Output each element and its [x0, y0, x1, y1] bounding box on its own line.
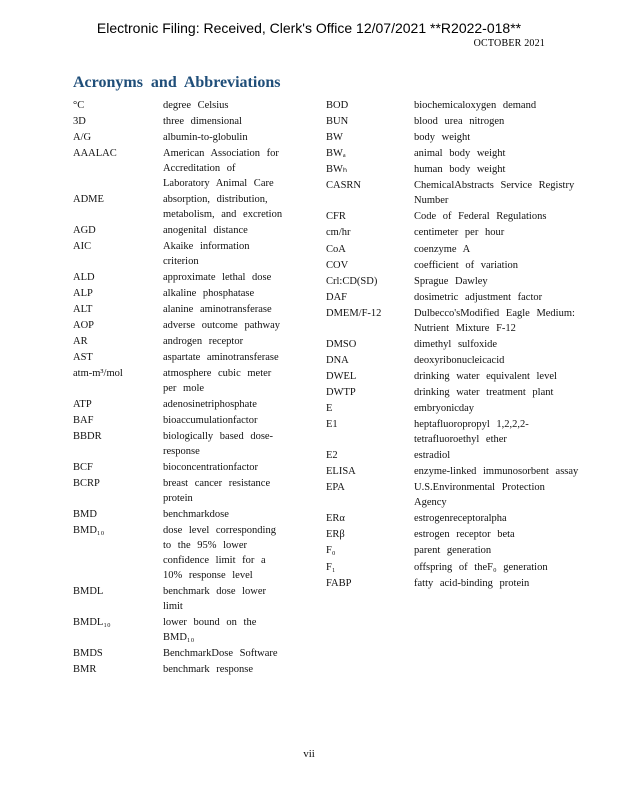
acronym-term: cm/hr — [326, 227, 351, 239]
acronym-definition: bioconcentrationfactor — [163, 462, 259, 474]
acronym-definition: centimeter per hour — [414, 227, 505, 239]
acronym-entry — [73, 224, 285, 239]
acronym-term: ELISA — [326, 466, 356, 478]
acronym-entry — [73, 508, 285, 523]
acronym-entry — [73, 585, 285, 615]
acronym-entry — [73, 335, 285, 350]
acronym-definition: benchmarkdose — [163, 509, 229, 521]
acronym-term: BMDL₁₀ — [73, 616, 111, 628]
acronym-term: DNA — [326, 354, 349, 366]
acronym-entry — [326, 307, 581, 337]
acronym-term: AOP — [73, 320, 95, 332]
acronym-definition: American Association for Accreditation of Laboratory Animal Care — [163, 148, 279, 189]
acronym-term: BCRP — [73, 478, 100, 490]
acronym-definition: anogenital distance — [163, 224, 248, 236]
acronym-entry — [73, 115, 285, 130]
acronym-term: F₁ — [326, 561, 336, 573]
acronym-definition: embryonicday — [414, 403, 475, 415]
acronym-entry — [326, 338, 581, 353]
acronym-term: DWEL — [326, 371, 357, 382]
acronym-definition: adenosinetriphosphate — [163, 399, 257, 411]
acronym-entry — [73, 99, 285, 114]
acronym-entry — [326, 561, 581, 576]
acronym-entry — [73, 351, 285, 366]
acronym-entry — [73, 303, 285, 318]
acronym-term: BWₐ — [326, 148, 346, 160]
acronym-term: E1 — [326, 419, 338, 431]
acronym-definition: lower bound on the BMD₁₀ — [163, 616, 257, 643]
acronym-term: ALT — [73, 304, 93, 316]
acronym-entry — [326, 577, 581, 592]
acronym-definition: aspartate aminotransferase — [163, 352, 279, 364]
acronym-definition: animal body weight — [414, 148, 506, 160]
acronym-term: BMD — [73, 509, 97, 521]
acronym-entry — [326, 259, 581, 274]
acronym-entry — [73, 147, 285, 191]
acronym-definition: absorption, distribution, metabolism, and excretion — [163, 193, 283, 220]
acronym-entry — [73, 271, 285, 286]
acronym-definition: coenzyme A — [414, 243, 471, 255]
acronym-definition: benchmark dose lower limit — [163, 585, 267, 612]
acronym-term: AIC — [73, 240, 92, 252]
acronym-entry — [326, 243, 581, 258]
acronym-definition: androgen receptor — [163, 336, 244, 348]
acronym-entry — [326, 275, 581, 290]
acronym-entry — [326, 147, 581, 162]
acronym-definition: U.S.Environmental Protection Agency — [414, 482, 545, 509]
acronym-definition: estrogenreceptoralpha — [414, 513, 507, 525]
acronym-term: ALP — [73, 287, 93, 299]
acronym-term: AST — [73, 352, 93, 364]
acronym-entry — [73, 477, 285, 507]
acronym-term: AR — [73, 336, 88, 348]
acronym-entry — [326, 481, 581, 511]
acronym-term: DAF — [326, 291, 348, 303]
acronym-entry — [326, 370, 581, 385]
acronym-definition: Code of Federal Regulations — [414, 211, 547, 223]
acronym-term: ALD — [73, 271, 95, 283]
acronym-term: AAALAC — [73, 148, 117, 160]
acronym-definition: albumin-to-globulin — [163, 132, 248, 144]
acronym-term: Crl:CD(SD) — [326, 275, 378, 287]
acronym-term: BBDR — [73, 431, 102, 443]
acronym-definition: estradiol — [414, 450, 451, 462]
acronym-definition: alkaline phosphatase — [163, 287, 255, 299]
acronym-entry — [326, 354, 581, 369]
acronym-definition: enzyme-linked immunosorbent assay — [414, 466, 579, 478]
acronym-entry — [73, 414, 285, 429]
acronym-entry — [326, 402, 581, 417]
acronym-entry — [326, 544, 581, 559]
acronym-definition: adverse outcome pathway — [163, 320, 281, 332]
acronym-term: BMD₁₀ — [73, 525, 105, 537]
acronym-term: BMR — [73, 663, 97, 675]
acronym-entry — [326, 386, 581, 401]
acronym-definition: dosimetric adjustment factor — [414, 291, 543, 303]
acronym-definition: body weight — [414, 132, 471, 144]
acronym-entry — [326, 226, 581, 241]
acronym-term: BMDL — [73, 585, 104, 597]
acronym-term: FABP — [326, 577, 352, 589]
acronym-term: 3D — [73, 116, 86, 128]
acronym-term: COV — [326, 259, 349, 271]
acronym-definition: Sprague Dawley — [414, 275, 488, 287]
acronym-term: atm-m³/mol — [73, 368, 123, 380]
acronym-entry — [73, 430, 285, 460]
acronym-entry — [73, 663, 285, 678]
acronym-entry — [326, 291, 581, 306]
acronym-term: BWₕ — [326, 164, 348, 176]
acronym-definition: degree Celsius — [163, 100, 229, 111]
acronym-definition: atmosphere cubic meter per mole — [163, 368, 272, 395]
acronym-definition: estrogen receptor beta — [414, 529, 515, 541]
acronym-entry — [73, 319, 285, 334]
acronym-term: F₀ — [326, 545, 336, 557]
acronym-entry — [326, 99, 581, 114]
acronym-definition: breast cancer resistance protein — [163, 478, 271, 505]
acronym-definition: biologically based dose-response — [163, 431, 274, 458]
acronym-term: ERα — [326, 513, 345, 525]
acronym-term: EPA — [326, 482, 345, 494]
acronym-term: BMDS — [73, 647, 103, 659]
acronym-term: E — [326, 403, 333, 415]
acronym-term: BCF — [73, 462, 93, 474]
acronym-entry — [73, 287, 285, 302]
acronym-definition: ChemicalAbstracts Service Registry Number — [414, 180, 575, 207]
acronym-definition: Akaike information criterion — [163, 240, 250, 267]
acronym-term: E2 — [326, 450, 338, 462]
acronym-entry — [326, 449, 581, 464]
acronym-entry — [73, 647, 285, 662]
acronym-term: DWTP — [326, 387, 356, 399]
acronym-term: BW — [326, 132, 343, 144]
acronym-term: °C — [73, 100, 85, 111]
filing-stamp: Electronic Filing: Received, Clerk's Office 12/07/2021 **R2022-018** — [96, 20, 522, 36]
acronym-entry — [326, 528, 581, 543]
acronym-entry — [326, 179, 581, 209]
acronym-entry — [73, 461, 285, 476]
acronym-entry — [326, 465, 581, 480]
acronym-definition: heptafluoropropyl 1,2,2,2-tetrafluoroethyl ether — [414, 419, 529, 446]
acronym-term: BUN — [326, 116, 349, 128]
acronym-definition: blood urea nitrogen — [414, 116, 505, 128]
acronym-term: BAF — [73, 415, 94, 427]
acronym-definition: deoxyribonucleicacid — [414, 354, 505, 366]
acronym-entry — [73, 524, 285, 583]
document-date: OCTOBER 2021 — [473, 38, 545, 49]
page-number: vii — [303, 748, 315, 760]
acronym-term: ATP — [73, 399, 92, 411]
acronym-term: CFR — [326, 211, 346, 223]
acronym-entry — [73, 193, 285, 223]
acronym-term: CASRN — [326, 180, 362, 192]
acronym-entry — [73, 131, 285, 146]
acronym-term: ERβ — [326, 529, 345, 541]
acronym-term: BOD — [326, 100, 349, 111]
acronym-definition: dose level corresponding to the 95% lower confidence limit for a 10% response level — [163, 525, 276, 581]
acronym-term: DMEM/F-12 — [326, 307, 382, 319]
acronym-definition: offspring of theF₀ generation — [414, 561, 548, 573]
section-title: Acronyms and Abbreviations — [73, 74, 281, 91]
acronym-definition: fatty acid-binding protein — [414, 577, 530, 589]
acronym-definition: drinking water treatment plant — [414, 387, 554, 399]
acronym-term: A/G — [73, 132, 92, 144]
acronym-entry — [326, 418, 581, 448]
acronym-definition: approximate lethal dose — [163, 271, 272, 283]
acronym-entry — [73, 367, 285, 397]
acronym-entry — [326, 131, 581, 146]
acronym-definition: BenchmarkDose Software — [163, 647, 278, 659]
acronym-entry — [326, 163, 581, 178]
acronym-entry — [73, 398, 285, 413]
acronym-list-left — [73, 99, 285, 679]
acronym-definition: drinking water equivalent level — [414, 371, 557, 382]
acronym-definition: coefficient of variation — [414, 259, 519, 271]
acronym-definition: three dimensional — [163, 116, 242, 128]
acronym-definition: alanine aminotransferase — [163, 304, 272, 316]
acronym-definition: benchmark response — [163, 663, 254, 675]
acronym-term: CoA — [326, 243, 346, 255]
acronym-definition: parent generation — [414, 545, 492, 557]
acronym-term: DMSO — [326, 338, 357, 350]
acronym-term: ADME — [73, 193, 104, 205]
acronym-entry — [73, 616, 285, 646]
acronym-definition: dimethyl sulfoxide — [414, 338, 498, 350]
acronym-entry — [326, 210, 581, 225]
acronym-definition: human body weight — [414, 164, 506, 176]
acronym-term: AGD — [73, 224, 96, 236]
acronym-definition: bioaccumulationfactor — [163, 415, 258, 427]
acronym-definition: Dulbecco'sModified Eagle Medium: Nutrient Mixture F-12 — [414, 307, 575, 334]
acronym-entry — [326, 115, 581, 130]
acronym-entry — [326, 512, 581, 527]
acronym-entry — [73, 240, 285, 270]
acronym-list-right — [326, 99, 581, 593]
acronym-definition: biochemicaloxygen demand — [414, 100, 537, 111]
